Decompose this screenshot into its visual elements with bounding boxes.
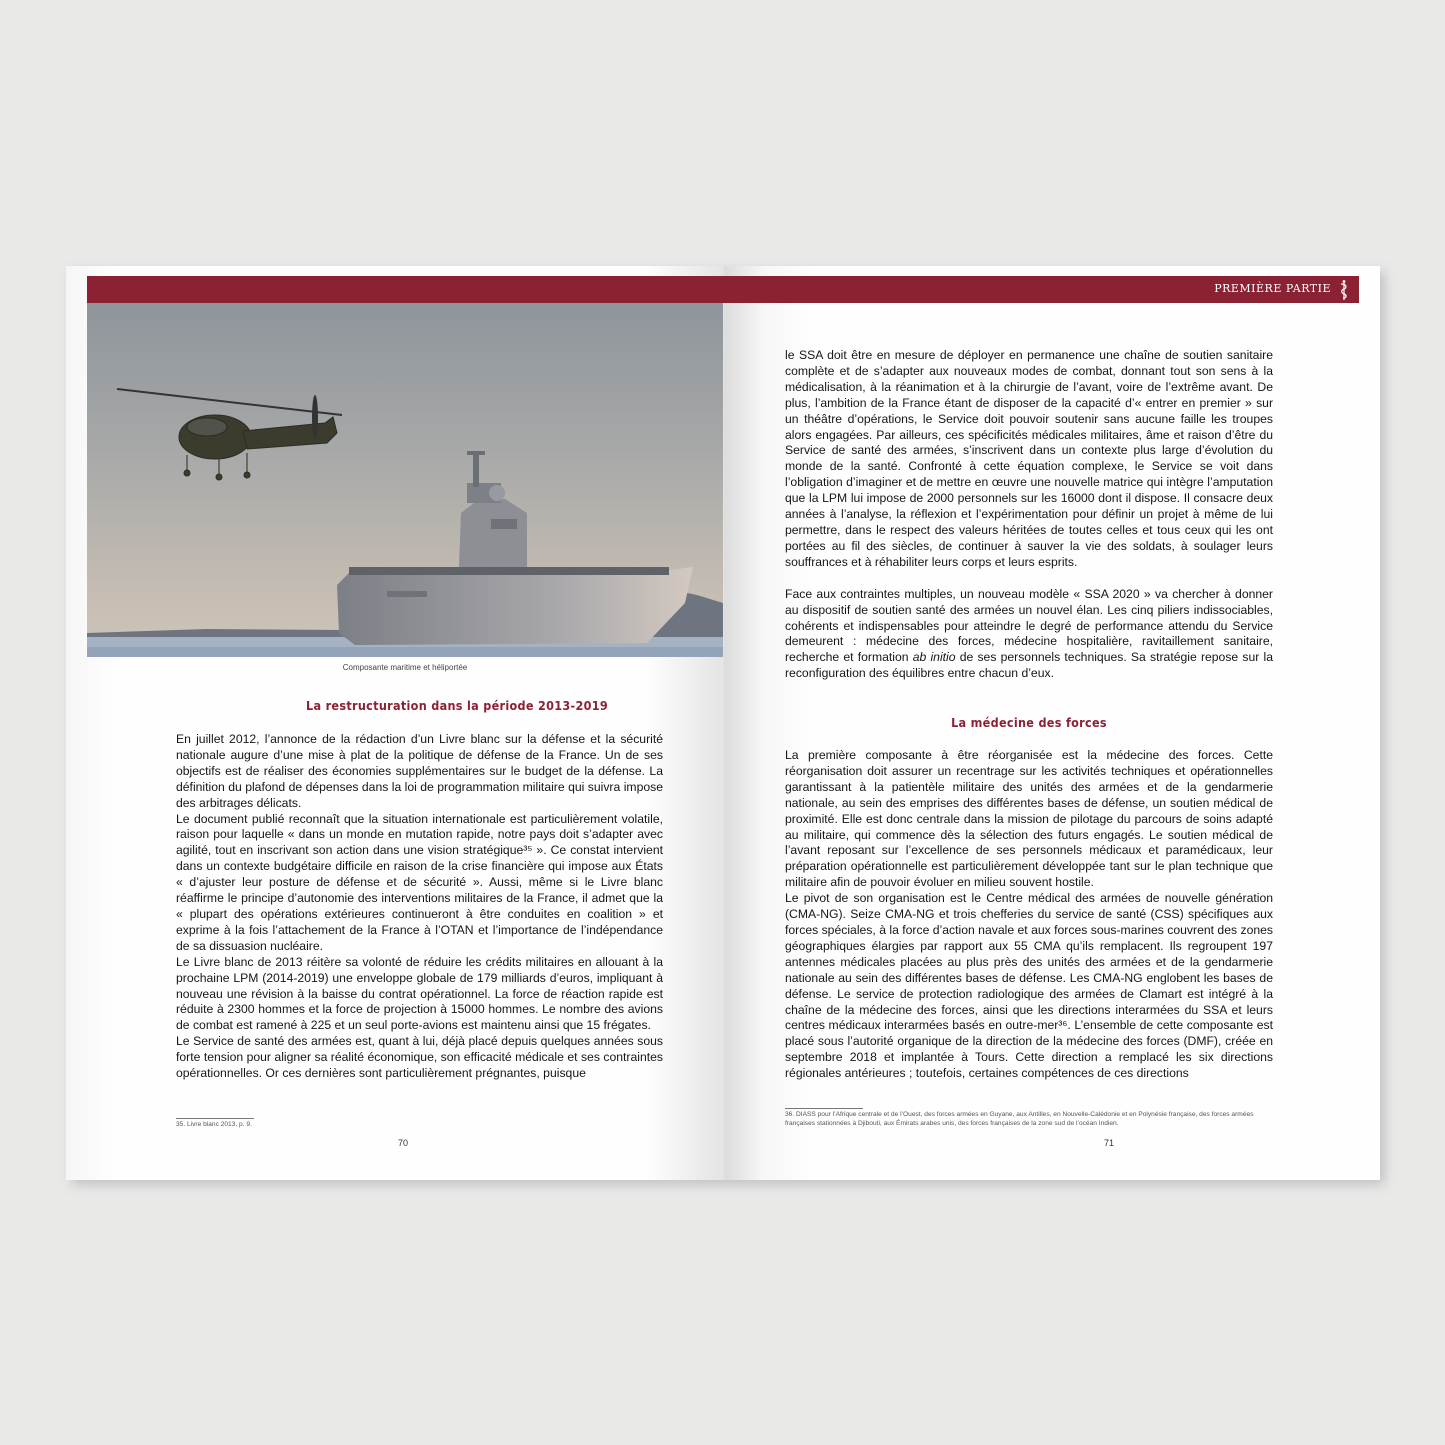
paragraph: Le pivot de son organisation est le Centre médical des armées de nouvelle génération (CMA-NG). Seize CMA-NG et trois chefferies du service de santé (CSS) spécifiques aux forces spéciales, à la force d’action navale et aux forces sous-marines couvrent des zones géographiques élargies par rapport aux 55 CMA qu’ils remplacent. Ils regroupent 197 antennes médicales placées au plus près des unités des armées et de la gendarmerie nationale au sein des différentes bases de défense. Les CMA-NG englobent les bases de défense. Le service de protection radiologique des armées de Clamart est intégré à la chaîne de la médecine des forces, ainsi que les directions interarmées du SSA et leurs centres médicaux interarmées basés en outre-mer³⁶. L’ensemble de cette composante est placé sous l’autorité organique de la direction de la médecine des forces (DMF), créée en septembre 2018 et implantée à Tours. Cette direction a remplacé les six directions régionales antérieures ; toutefois, certaines compétences de ces directions bbox=[785, 891, 1273, 1081]
part-label: PREMIÈRE PARTIE bbox=[1214, 282, 1331, 295]
paragraph: Face aux contraintes multiples, un nouveau modèle « SSA 2020 » va chercher à donner au dispositif de soutien santé des armées un nouvel élan. Les cinq piliers indissociables, cohérents et indispensables pour atteindre le degré de performance attendu du Service demeurent : médecine des forces, médecine hospitalière, ravitaillement sanitaire, recherche et formation ab initio de ses personnels techniques. Sa stratégie repose sur la reconfiguration des équilibres entre chacun d’eux. bbox=[785, 586, 1273, 681]
paragraph: le SSA doit être en mesure de déployer en permanence une chaîne de soutien sanitaire complète et de s’adapter aux nouveaux modes de combat, donnant tout son sens à la médicalisation, à la réanimation et à la chirurgie de l’avant, voire de l’extrême avant. De plus, l’ambition de la France étant de disposer de la capacité d’« entrer en premier » sur un théâtre d’opérations, le Service doit pouvoir soutenir sans aucune faille les troupes alors engagées. Par ailleurs, ces spécificités médicales militaires, âme et raison d’être du Service de santé des armées, s’inscrivent dans un contexte plus large d’évolution du monde de la santé. Confronté à cette équation complexe, le Service se voit dans l’obligation d’imaginer et de mettre en œuvre une nouvelle matrice qui intègre l’amputation que la LPM lui impose de 2000 personnels sur les 16000 dont il dispose. Il consacre deux années à l’analyse, la réflexion et l’expérimentation pour définir un projet à même de lui permettre, dans le respect des valeurs héritées de toutes celles et tous ceux qui les ont portées au fil des siècles, de continuer à sauver la vie des soldats, à soulager leurs souffrances et à réhabiliter leurs corps et leurs esprits. bbox=[785, 348, 1273, 569]
section-heading: La restructuration dans la périоde 2013-2019 bbox=[306, 698, 608, 713]
page-number: 71 bbox=[1104, 1138, 1115, 1148]
photo-helicopter-and-ship bbox=[87, 303, 723, 657]
paragraph: La première composante à être réorganisée est la médecine des forces. Cette réorganisation doit assurer un recentrage sur les activités techniques et opérationnelles garantissant à la patientèle militaire des unités des armées et de la gendarmerie nationale, au sein des emprises des différentes bases de défense, un soutien médical de proximité. Elle est donc centrale dans la mission de pilotage du parcours de soins adapté au militaire, qui commence dès la sélection des futurs engagés. Le soutien médical de l’avant reposant sur l’excellence de ses personnels médicaux et paramédicaux, leur préparation opérationnelle est particulièrement développée tant sur le plan technique que militaire afin de pouvoir évoluer en milieu souvent hostile. bbox=[785, 748, 1273, 890]
paragraph: Le Livre blanc de 2013 réitère sa volonté de réduire les crédits militaires en allouant à la prochaine LPM (2014-2019) une enveloppe globale de 179 milliards d’euros, impliquant à nouveau une révision à la baisse du contrat opérationnel. La force de réaction rapide est réduite à 2300 hommes et la force de projection à 15000 hommes. Le nombre des avions de combat est ramené à 225 et un seul porte-avions est maintenu ainsi que 15 frégates. bbox=[176, 954, 663, 1033]
open-book bbox=[66, 266, 1380, 1180]
photo-caption: Composante maritime et héliportée bbox=[342, 663, 468, 672]
section-heading: La médecine des forces bbox=[951, 715, 1107, 730]
footnote-rule bbox=[785, 1108, 863, 1109]
paragraph: En juillet 2012, l’annonce de la rédaction d’un Livre blanc sur la défense et la sécurité nationale augure d’une mise à plat de la politique de défense de la France. Un de ses objectifs est de réaliser des économies supplémentaires sur le budget de la défense. La définition du plafond de dépenses dans la loi de programmation militaire qui suivra impose des arbitrages délicats. bbox=[176, 732, 663, 810]
footnote: 36. DIASS pour l’Afrique centrale et de l’Ouest, des forces armées en Guyane, aux Antilles, en Nouvelle-Calédonie et en Polynésie française, des forces armées françaises stationnées à Djibouti, aux Émirats arabes unis, des forces françaises de la zone sud de l’océan Indien. bbox=[785, 1111, 1254, 1127]
left-body-text bbox=[176, 732, 663, 1082]
paragraph: Le Service de santé des armées est, quant à lui, déjà placé depuis quelques années sous forte tension pour aligner sa réalité économique, son efficacité médicale et ses contraintes opérationnelles. Or ces dernières sont particulièrement prégnantes, puisque bbox=[176, 1034, 663, 1081]
right-page bbox=[724, 266, 1380, 1180]
paragraph: Le document publié reconnaît que la situation internationale est particulièrement volatile, raison pour laquelle « dans un monde en mutation rapide, notre pays doit s’adapter avec agilité, tout en inscrivant son action dans une vision stratégique³⁵ ». Ce constat intervient dans un contexte budgétaire difficile en raison de la crise financière qui impose aux États « d’ajuster leur posture de défense et de sécurité ». Aussi, même si le Livre blanc réaffirme le principe d’autonomie des interventions militaires de la France, il admet que la « plupart des opérations extérieures continueront à être conduites en coalition » et exprime à la fois l’attachement de la France à l’OTAN et l’importance de l’indépendance de sa dissuasion nucléaire. bbox=[176, 811, 663, 953]
caduceus-icon bbox=[1337, 279, 1351, 301]
header-band bbox=[87, 276, 724, 303]
footnote-rule bbox=[176, 1118, 254, 1119]
right-body-text-top bbox=[785, 348, 1273, 682]
page-number: 70 bbox=[398, 1138, 409, 1148]
header-band bbox=[724, 276, 1359, 303]
right-body-text-bottom bbox=[785, 748, 1273, 1082]
footnote: 35. Livre blanc 2013, p. 9. bbox=[176, 1121, 252, 1128]
left-page bbox=[66, 266, 724, 1180]
